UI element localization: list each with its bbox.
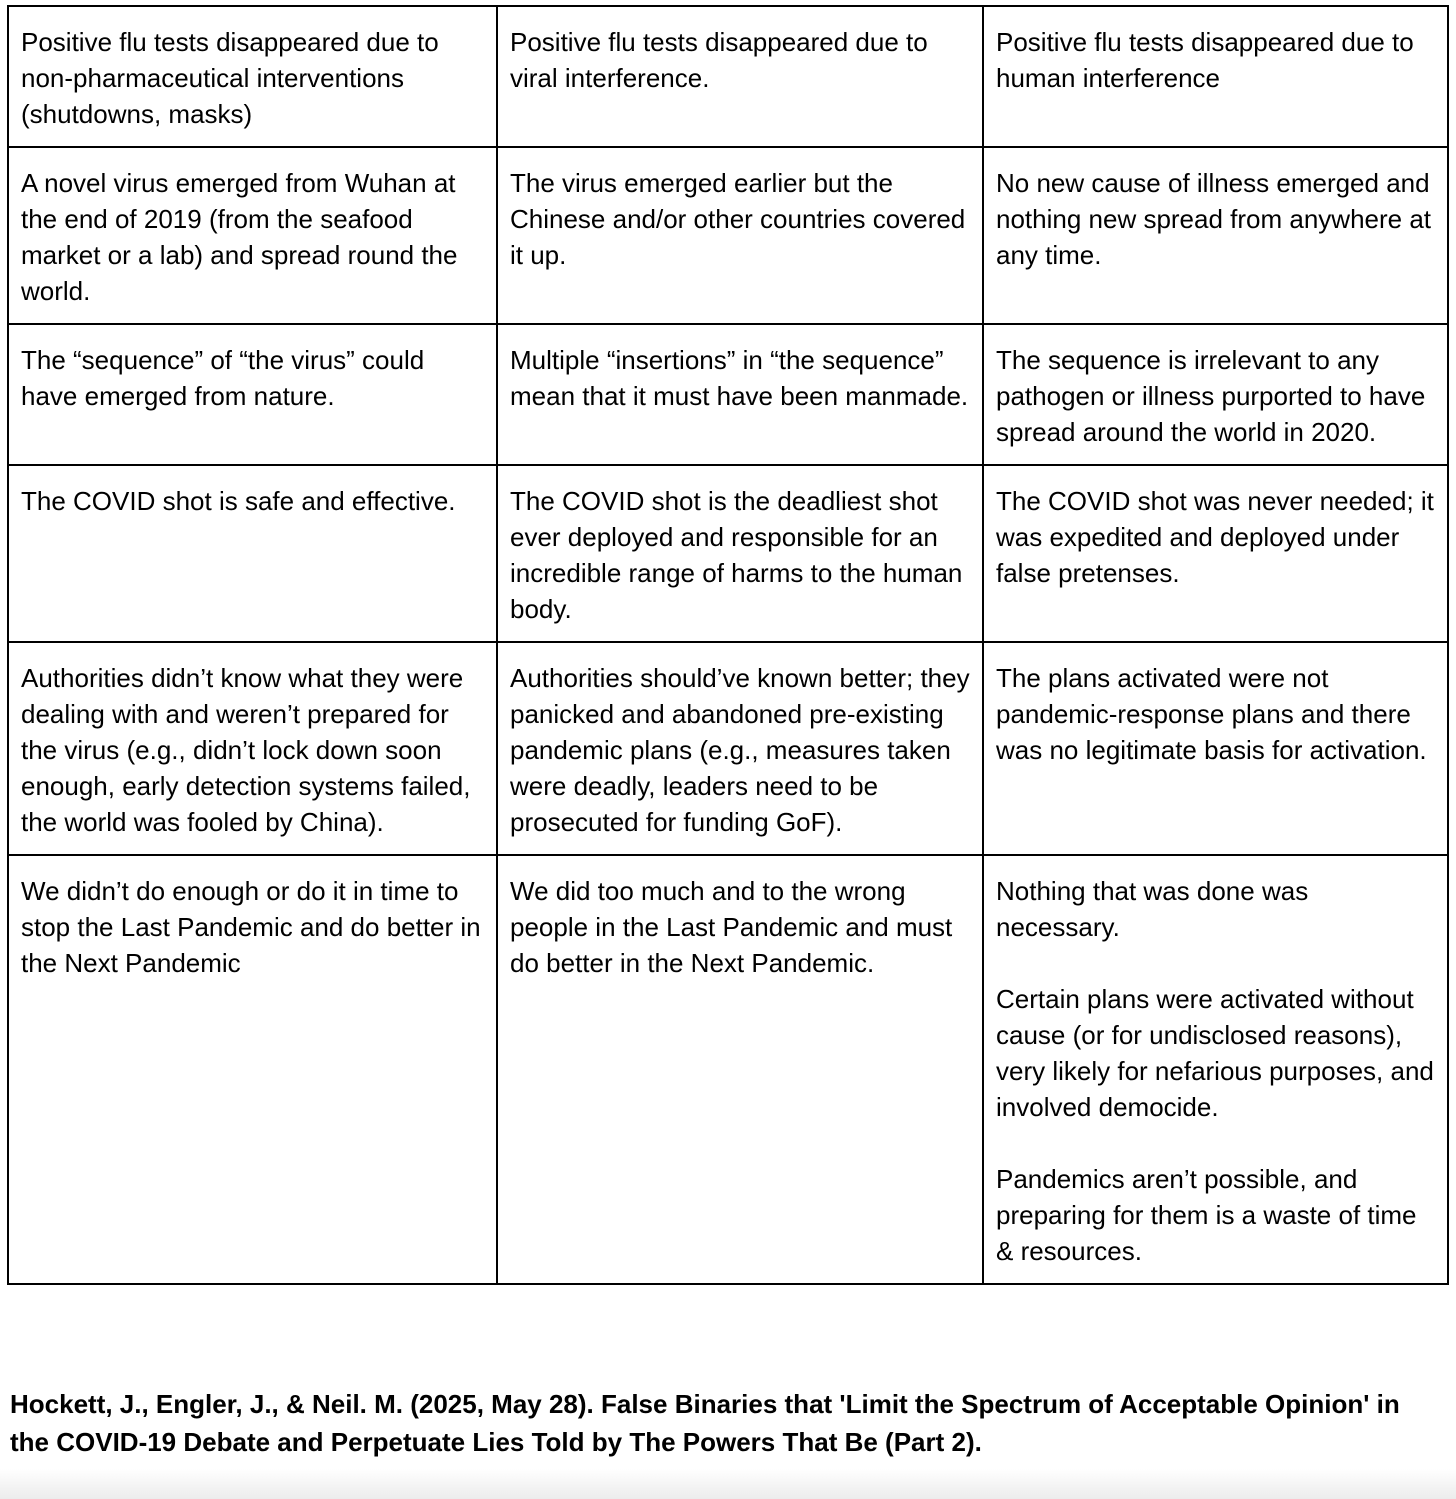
table-cell: [983, 324, 1448, 465]
table-cell: [497, 324, 983, 465]
cell-text: Positive flu tests disappeared due to non-pharmaceutical interventions (shutdowns, masks): [21, 27, 439, 129]
cell-text: A novel virus emerged from Wuhan at the end of 2019 (from the seafood market or a lab) and spread round the world.: [21, 168, 458, 306]
cell-text: We did too much and to the wrong people in the Last Pandemic and must do better in the Next Pandemic.: [510, 876, 953, 978]
table-cell: [8, 642, 497, 855]
cell-text: Multiple “insertions” in “the sequence” mean that it must have been manmade.: [510, 345, 969, 411]
table-cell: [8, 324, 497, 465]
cell-text: The COVID shot was never needed; it was expedited and deployed under false pretenses.: [996, 486, 1434, 588]
table-cell: [497, 147, 983, 324]
cell-text: We didn’t do enough or do it in time to stop the Last Pandemic and do better in the Next Pandemic: [21, 876, 481, 978]
table-cell: [8, 147, 497, 324]
cell-text: The “sequence” of “the virus” could have emerged from nature.: [21, 345, 425, 411]
table-cell: [983, 465, 1448, 642]
cell-text: The COVID shot is safe and effective.: [21, 486, 456, 516]
cell-text: Positive flu tests disappeared due to viral interference.: [510, 27, 928, 93]
cell-text: The sequence is irrelevant to any pathogen or illness purported to have spread around the world in 2020.: [996, 345, 1426, 447]
table-row: [8, 465, 1448, 642]
cell-text: Positive flu tests disappeared due to human interference: [996, 27, 1414, 93]
table-cell: [8, 465, 497, 642]
cell-text: The COVID shot is the deadliest shot ever deployed and responsible for an incredible range of harms to the human body.: [510, 486, 963, 624]
page-bottom-edge: [0, 1469, 1456, 1499]
cell-text: Pandemics aren’t possible, and preparing for them is a waste of time & resources.: [996, 1164, 1417, 1266]
table-row: [8, 855, 1448, 1284]
cell-text: The virus emerged earlier but the Chinese and/or other countries covered it up.: [510, 168, 966, 270]
citation: Hockett, J., Engler, J., & Neil. M. (2025, May 28). False Binaries that 'Limit the Spectrum of Acceptable Opinion' in the COVID-19 Debate and Perpetuate Lies Told by The Powers That Be (Part 2).: [10, 1389, 1400, 1457]
cell-text: No new cause of illness emerged and nothing new spread from anywhere at any time.: [996, 168, 1432, 270]
cell-text: Authorities should’ve known better; they panicked and abandoned pre-existing pandemic plans (e.g., measures taken were deadly, leaders need to be prosecuted for funding GoF).: [510, 663, 970, 837]
table-cell: [983, 147, 1448, 324]
cell-text: Authorities didn’t know what they were dealing with and weren’t prepared for the virus (e.g., didn’t lock down soon enough, early detection systems failed, the world was fooled by China).: [21, 663, 471, 837]
table-cell: [983, 642, 1448, 855]
table-cell: [497, 855, 983, 1284]
table-cell: [8, 6, 497, 147]
cell-text: Nothing that was done was necessary.: [996, 876, 1309, 942]
table-cell: [497, 6, 983, 147]
table-cell: [8, 855, 497, 1284]
cell-text: Certain plans were activated without cause (or for undisclosed reasons), very likely for nefarious purposes, and involved democide.: [996, 984, 1434, 1122]
table-row: [8, 324, 1448, 465]
cell-text: The plans activated were not pandemic-response plans and there was no legitimate basis for activation.: [996, 663, 1427, 765]
table-cell: [497, 465, 983, 642]
table-cell: [983, 6, 1448, 147]
table-row: [8, 6, 1448, 147]
false-binaries-table: [7, 5, 1449, 1285]
table-cell: [497, 642, 983, 855]
table-row: [8, 147, 1448, 324]
table-cell: [983, 855, 1448, 1284]
table-row: [8, 642, 1448, 855]
